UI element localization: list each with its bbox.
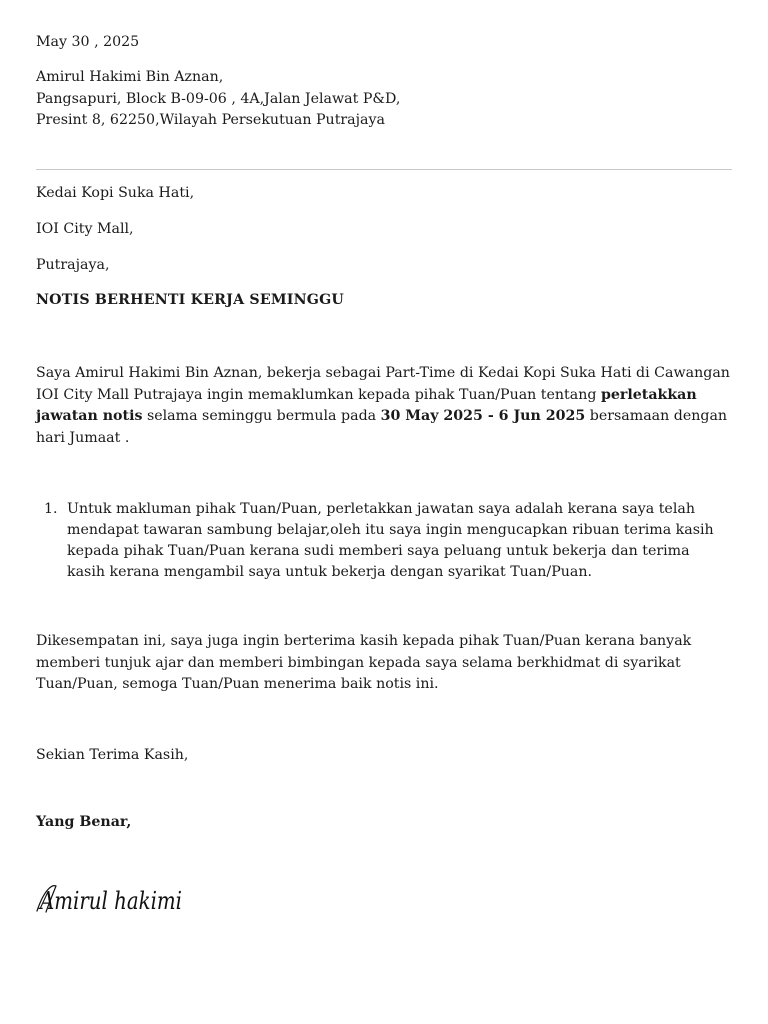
sender-address-line-2: Presint 8, 62250,Wilayah Persekutuan Putrajaya <box>36 112 385 128</box>
body-paragraph-2: Dikesempatan ini, saya juga ingin berterima kasih kepada pihak Tuan/Puan kerana banyak memberi tunjuk ajar dan memberi bimbingan kepada saya selama berkhidmat di syarikat Tuan/Puan, semoga Tuan/Puan menerima baik notis ini. <box>36 633 692 692</box>
para1-text-a: Saya Amirul Hakimi Bin Aznan, bekerja sebagai Part-Time di Kedai Kopi Suka Hati di Cawangan IOI City Mall Putrajaya ingin memaklumkan kepada pihak Tuan/Puan tentang <box>36 365 730 403</box>
signature-graphic <box>34 878 274 922</box>
header-divider <box>36 169 732 170</box>
signature-text: Amirul hakimi <box>38 887 183 915</box>
list-item-text: Untuk makluman pihak Tuan/Puan, perletakkan jawatan saya adalah kerana saya telah mendapat tawaran sambung belajar,oleh itu saya ingin mengucapkan ribuan terima kasih kepada pihak Tuan/Puan kerana sudi memberi saya peluang untuk bekerja dan terima kasih kerana mengambil saya untuk bekerja dengan syarikat Tuan/Puan. <box>67 501 714 580</box>
para1-text-b: selama seminggu bermula pada <box>142 408 381 424</box>
para1-bold-resignation: perletakkan jawatan notis <box>36 386 697 424</box>
recipient-location: IOI City Mall, <box>36 221 134 237</box>
yang-benar-label: Yang Benar, <box>36 814 132 830</box>
recipient-city: Putrajaya, <box>36 257 110 273</box>
recipient-name: Kedai Kopi Suka Hati, <box>36 185 195 201</box>
para1-bold-dates: 30 May 2025 - 6 Jun 2025 <box>380 408 586 424</box>
sender-address-line-1: Pangsapuri, Block B-09-06 , 4A,Jalan Jelawat P&D, <box>36 90 401 107</box>
body-paragraph-1 <box>36 363 732 449</box>
numbered-list <box>36 499 732 583</box>
sender-name: Amirul Hakimi Bin Aznan, <box>36 69 224 85</box>
sender-address-block <box>36 67 736 132</box>
letter-subject: NOTIS BERHENTI KERJA SEMINGGU <box>36 292 344 308</box>
letter-date: May 30 , 2025 <box>36 34 140 50</box>
list-item-number: 1. <box>44 501 58 517</box>
closing-line: Sekian Terima Kasih, <box>36 747 189 763</box>
list-item <box>36 499 732 583</box>
para1-text-c: bersamaan dengan hari Jumaat . <box>36 408 728 446</box>
handwritten-signature <box>34 878 274 922</box>
